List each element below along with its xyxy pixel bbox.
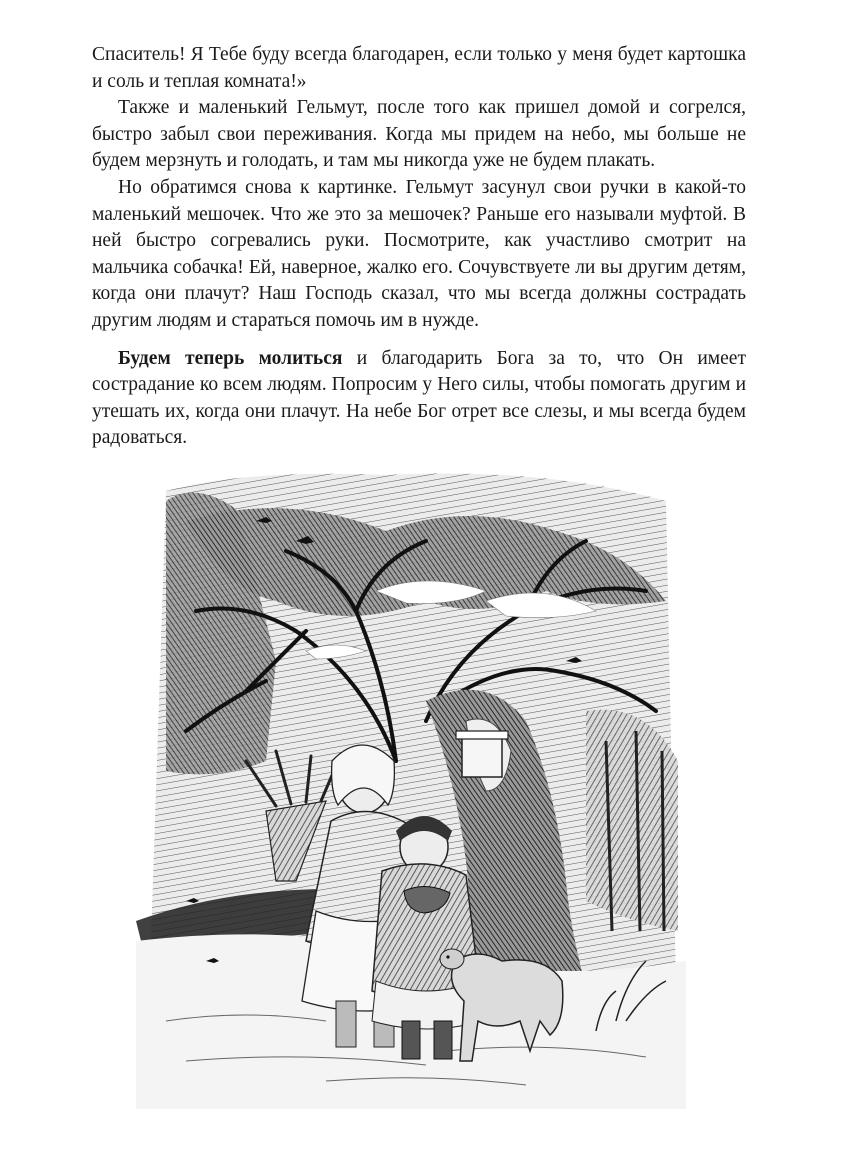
engraving-illustration — [126, 461, 692, 1109]
paragraph-3: Но обратимся снова к картинке. Гельмут засунул свои ручки в какой-то маленький мешочек. Что же это за мешочек? Раньше его называли муфтой. В ней быстро согревались руки. Посмотрите, как участливо смотрит на мальчика собачка! Ей, наверное, жалко его. Сочувствуете ли вы другим детям, когда они плачут? Наш Господь сказал, что мы всегда должны сострадать другим людям и стараться помочь им в нужде. — [92, 176, 746, 331]
paragraph-4: Будем теперь молиться и благодарить Бога за то, что Он имеет сострадание ко всем людям. Попросим у Него силы, чтобы помогать другим и утешать их, когда они плачут. На небе Бог отрет все слезы, и мы всегда будем радоваться. — [92, 347, 746, 449]
paragraph-2: Также и маленький Гельмут, после того как пришел домой и согрелся, быстро забыл свои переживания. Когда мы придем на небо, мы больше не будем мерзнуть и голодать, и там мы никогда уже не будем плакать. — [92, 97, 746, 172]
prayer-lead-in: Будем теперь молиться — [118, 347, 343, 369]
paragraph-1: Спаситель! Я Тебе буду всегда благодарен, если только у меня будет картошка и соль и теплая комната!» — [92, 44, 746, 92]
body-text — [92, 42, 746, 452]
birdhouse — [462, 737, 502, 777]
engraving-svg — [126, 461, 692, 1109]
